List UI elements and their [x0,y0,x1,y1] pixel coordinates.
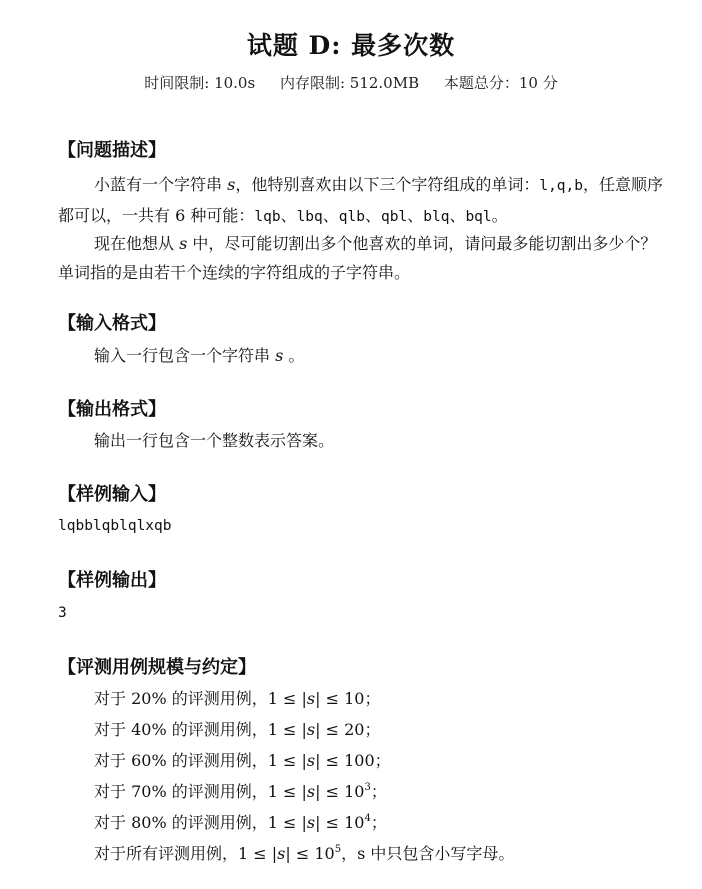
memory-limit: 内存限制: 512.0MB [279,74,420,92]
description-heading: 【问题描述】 [58,140,166,161]
word-separator: 、 [407,206,424,225]
constraint-suffix: ； [370,813,387,832]
word-separator: 、 [365,206,382,225]
constraint-prefix: 对于所有评测用例，1 ≤ [94,844,272,863]
constraint-bound: ≤ 10 [290,844,335,863]
constraint-var: |s| [301,689,321,708]
constraint-exponent: 4 [364,813,371,824]
word-option: blq [423,209,450,225]
constraint-suffix: ，s 中只包含小写字母。 [341,844,515,863]
constraint-prefix: 对于 60% 的评测用例，1 ≤ [94,751,302,770]
word-option: lqb [254,209,281,225]
output-heading: 【输出格式】 [58,399,166,420]
constraint-suffix: ； [374,751,391,770]
word-option: bql [465,209,492,225]
constraint-var: |s| [301,813,321,832]
constraint-item [94,779,387,802]
constraint-item [94,686,380,709]
word-option: qlb [338,209,365,225]
sample-input-value: lqbblqblqlxqb [58,518,172,534]
page-title: 试题 D: 最多次数 [246,31,456,60]
word-separator: 、 [322,206,339,225]
var-s: s [179,234,188,253]
constraint-bound: ≤ 10 [320,689,365,708]
constraint-bound: ≤ 20 [320,720,365,739]
description-paragraph-1: 小蓝有一个字符串 s，他特别喜欢由以下三个字符组成的单词：l,q,b，任意顺序都可以，一共有 6 种可能：lqb、lbq、qlb、qbl、blq、bql。 [58,175,664,225]
char-set: l,q,b [539,178,583,194]
constraint-item [94,841,514,864]
constraint-var: |s| [301,720,321,739]
constraint-prefix: 对于 40% 的评测用例，1 ≤ [94,720,302,739]
constraint-item [94,748,391,771]
constraints-heading: 【评测用例规模与约定】 [58,657,256,678]
constraint-item [94,810,387,833]
input-description: 输入一行包含一个字符串 s 。 [94,346,305,365]
total-score: 本题总分：10 分 [443,74,558,92]
sample-output-heading: 【样例输出】 [58,570,166,591]
description-paragraph-2: 现在他想从 s 中，尽可能切割出多个他喜欢的单词，请问最多能切割出多少个？单词指的是由若干个连续的字符组成的子字符串。 [58,234,657,282]
constraint-prefix: 对于 20% 的评测用例，1 ≤ [94,689,302,708]
time-limit: 时间限制: 10.0s [144,74,256,92]
word-option: qbl [381,209,408,225]
constraint-prefix: 对于 70% 的评测用例，1 ≤ [94,782,302,801]
constraint-item [94,717,380,740]
sample-output-value: 3 [58,605,67,621]
problem-meta [0,72,702,93]
constraint-prefix: 对于 80% 的评测用例，1 ≤ [94,813,302,832]
var-s: s [275,346,284,365]
constraint-exponent: 3 [364,782,371,793]
word-separator: 、 [280,206,297,225]
constraint-suffix: ； [364,689,381,708]
word-separator: 、 [449,206,466,225]
var-s: s [227,175,236,194]
constraint-exponent: 5 [334,844,342,855]
constraint-var: |s| [301,751,321,770]
constraint-bound: ≤ 100 [320,751,375,770]
constraint-suffix: ； [370,782,387,801]
constraint-bound: ≤ 10 [320,813,365,832]
input-heading: 【输入格式】 [58,313,166,334]
word-option: lbq [296,209,323,225]
constraint-var: |s| [271,844,291,863]
constraint-var: |s| [301,782,321,801]
output-description: 输出一行包含一个整数表示答案。 [94,431,335,450]
constraint-suffix: ； [364,720,381,739]
sample-input-heading: 【样例输入】 [58,484,166,505]
constraint-bound: ≤ 10 [320,782,365,801]
word-list [254,206,491,225]
